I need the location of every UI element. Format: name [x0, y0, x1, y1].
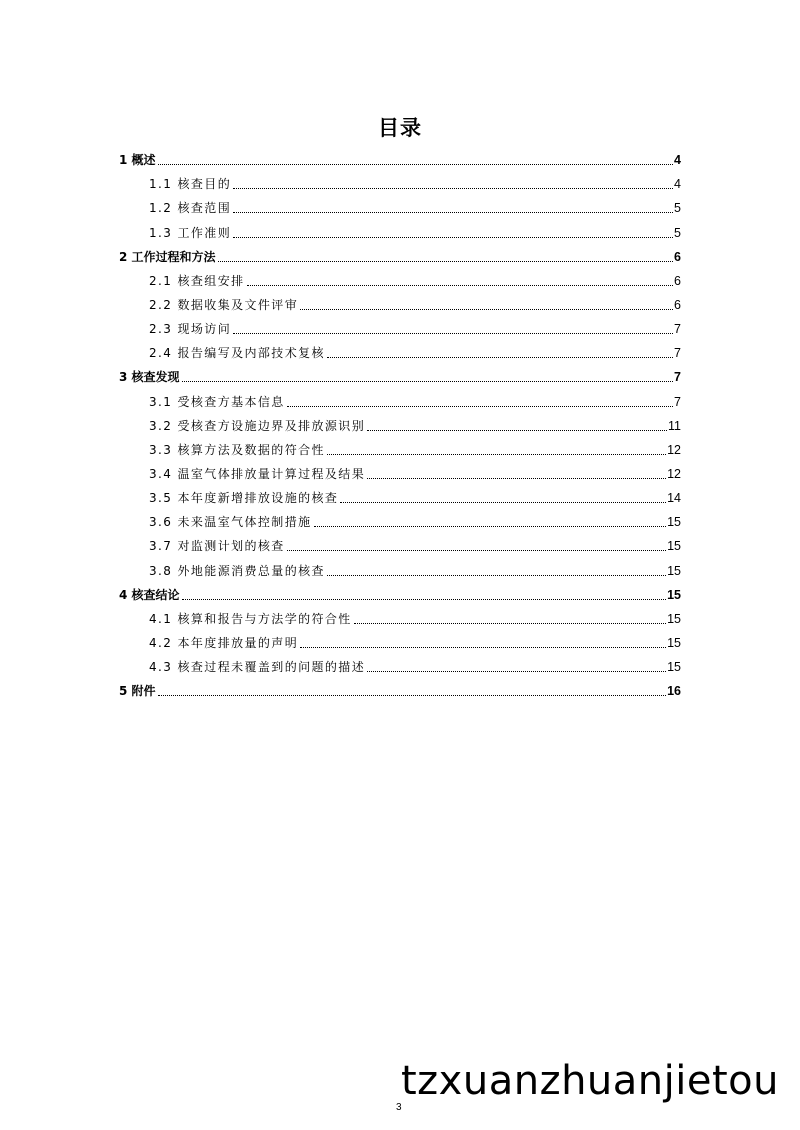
dot-leader: [327, 356, 673, 358]
watermark-text: tzxuanzhuanjietou: [401, 1058, 779, 1104]
dot-leader: [367, 429, 667, 431]
toc-title: 目录: [378, 116, 422, 140]
toc-entry-page: 5: [674, 201, 681, 216]
toc-section-entry[interactable]: [119, 532, 681, 556]
toc-entry-title: 2.4 报告编写及内部技术复核: [149, 346, 325, 361]
toc-entry-page: 6: [674, 249, 681, 264]
dot-leader: [367, 477, 666, 479]
toc-entry-page: 16: [667, 684, 681, 699]
table-of-contents: [119, 146, 681, 701]
toc-entry-page: 4: [674, 153, 681, 168]
toc-chapter-entry[interactable]: [119, 363, 681, 387]
toc-entry-title: 4.2 本年度排放量的声明: [149, 635, 299, 650]
toc-entry-page: 15: [667, 563, 681, 578]
toc-section-entry[interactable]: [119, 412, 681, 436]
toc-section-entry[interactable]: [119, 653, 681, 677]
toc-entry-page: 15: [667, 515, 681, 530]
toc-section-entry[interactable]: [119, 556, 681, 580]
toc-entry-title: 3.6 未来温室气体控制措施: [149, 515, 312, 530]
toc-entry-page: 15: [667, 539, 681, 554]
dot-leader: [233, 211, 673, 213]
toc-entry-title: 4.1 核算和报告与方法学的符合性: [149, 611, 352, 626]
toc-chapter-entry[interactable]: [119, 146, 681, 170]
toc-section-entry[interactable]: [119, 315, 681, 339]
toc-section-entry[interactable]: [119, 508, 681, 532]
toc-entry-page: 4: [674, 177, 681, 192]
toc-entry-page: 7: [674, 370, 681, 385]
toc-section-entry[interactable]: [119, 484, 681, 508]
dot-leader: [218, 260, 674, 262]
toc-entry-page: 7: [674, 394, 681, 409]
toc-section-entry[interactable]: [119, 218, 681, 242]
toc-chapter-entry[interactable]: [119, 243, 681, 267]
toc-entry-title: 2.2 数据收集及文件评审: [149, 297, 299, 312]
page-number: 3: [396, 1102, 402, 1113]
toc-entry-title: 2 工作过程和方法: [119, 249, 216, 264]
toc-entry-title: 3.4 温室气体排放量计算过程及结果: [149, 466, 366, 481]
dot-leader: [287, 405, 673, 407]
dot-leader: [327, 574, 666, 576]
toc-entry-title: 3 核查发现: [119, 370, 180, 385]
toc-entry-title: 1.3 工作准则: [149, 225, 232, 240]
toc-entry-page: 11: [668, 418, 681, 433]
dot-leader: [182, 598, 667, 600]
toc-entry-page: 6: [674, 297, 681, 312]
dot-leader: [300, 308, 673, 310]
toc-entry-title: 3.2 受核查方设施边界及排放源识别: [149, 418, 366, 433]
toc-entry-page: 12: [667, 466, 681, 481]
toc-section-entry[interactable]: [119, 339, 681, 363]
dot-leader: [233, 187, 673, 189]
dot-leader: [233, 332, 673, 334]
toc-section-entry[interactable]: [119, 267, 681, 291]
toc-entry-title: 5 附件: [119, 684, 156, 699]
toc-entry-page: 15: [667, 587, 681, 602]
toc-section-entry[interactable]: [119, 436, 681, 460]
toc-entry-page: 15: [667, 660, 681, 675]
dot-leader: [354, 622, 666, 624]
toc-chapter-entry[interactable]: [119, 677, 681, 701]
dot-leader: [340, 501, 666, 503]
toc-entry-title: 4.3 核查过程未覆盖到的问题的描述: [149, 660, 366, 675]
toc-entry-title: 3.8 外地能源消费总量的核查: [149, 563, 325, 578]
dot-leader: [367, 670, 666, 672]
toc-section-entry[interactable]: [119, 605, 681, 629]
toc-section-entry[interactable]: [119, 387, 681, 411]
toc-entry-title: 2.1 核查组安排: [149, 273, 245, 288]
toc-entry-page: 7: [674, 322, 681, 337]
toc-entry-title: 1.2 核查范围: [149, 201, 232, 216]
toc-entry-page: 5: [674, 225, 681, 240]
toc-section-entry[interactable]: [119, 170, 681, 194]
dot-leader: [287, 549, 666, 551]
dot-leader: [158, 163, 674, 165]
dot-leader: [247, 284, 674, 286]
dot-leader: [300, 646, 666, 648]
dot-leader: [233, 236, 673, 238]
toc-section-entry[interactable]: [119, 194, 681, 218]
toc-entry-page: 12: [667, 442, 681, 457]
toc-section-entry[interactable]: [119, 629, 681, 653]
toc-section-entry[interactable]: [119, 291, 681, 315]
toc-entry-page: 6: [674, 273, 681, 288]
toc-entry-title: 3.3 核算方法及数据的符合性: [149, 442, 325, 457]
toc-entry-title: 1.1 核查目的: [149, 177, 232, 192]
toc-entry-page: 14: [667, 491, 681, 506]
toc-entry-title: 3.7 对监测计划的核查: [149, 539, 285, 554]
toc-entry-page: 15: [667, 635, 681, 650]
toc-entry-title: 2.3 现场访问: [149, 322, 232, 337]
toc-entry-title: 4 核查结论: [119, 587, 180, 602]
toc-chapter-entry[interactable]: [119, 581, 681, 605]
toc-entry-page: 7: [674, 346, 681, 361]
dot-leader: [314, 525, 667, 527]
toc-entry-title: 1 概述: [119, 153, 156, 168]
toc-section-entry[interactable]: [119, 460, 681, 484]
toc-entry-title: 3.5 本年度新增排放设施的核查: [149, 491, 339, 506]
dot-leader: [158, 694, 667, 696]
toc-entry-page: 15: [667, 611, 681, 626]
dot-leader: [327, 453, 666, 455]
toc-entry-title: 3.1 受核查方基本信息: [149, 394, 285, 409]
dot-leader: [182, 380, 674, 382]
